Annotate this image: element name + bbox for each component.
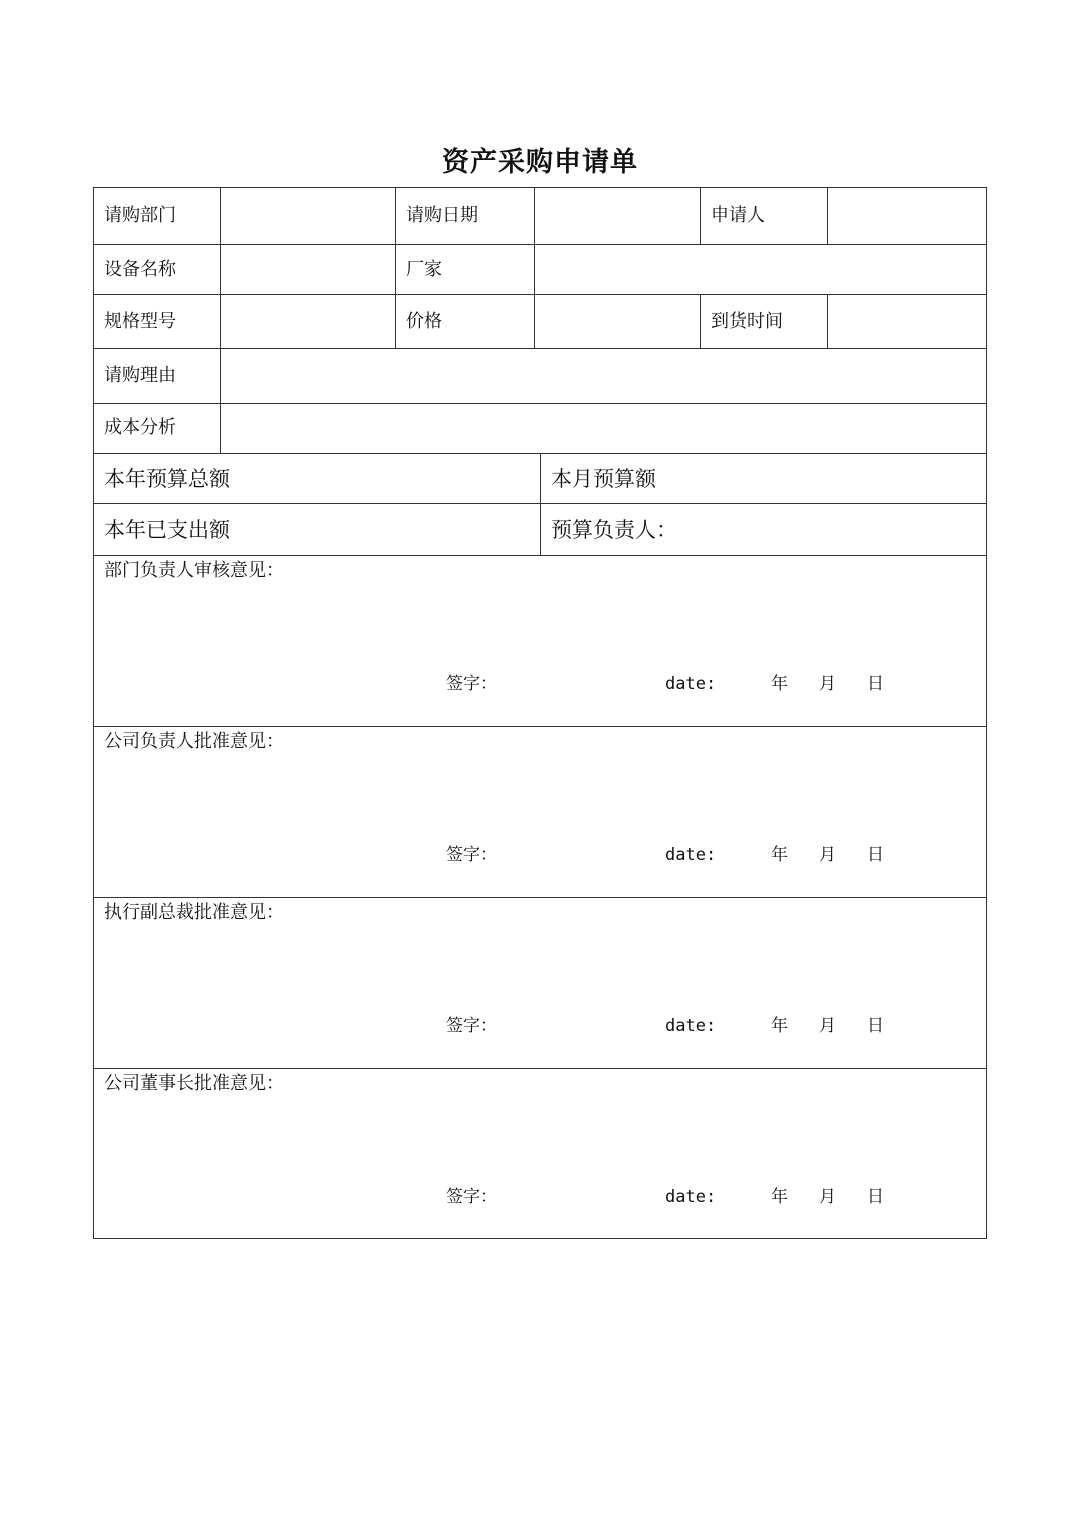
applicant-label: 申请人	[711, 205, 765, 226]
year-label: 年	[771, 1016, 788, 1036]
date-label: date:	[665, 1187, 717, 1207]
dept-field[interactable]	[222, 189, 394, 244]
column-divider	[220, 187, 221, 454]
year-label: 年	[771, 845, 788, 865]
year-label: 年	[771, 674, 788, 694]
vendor-field[interactable]	[536, 246, 985, 293]
vendor-label: 厂家	[406, 259, 442, 280]
request-date-label: 请购日期	[406, 205, 478, 226]
applicant-field[interactable]	[829, 189, 985, 244]
column-divider	[700, 187, 701, 245]
company-head-approval-field[interactable]	[96, 756, 984, 836]
row-divider	[93, 1068, 987, 1069]
cost-analysis-field[interactable]	[222, 405, 985, 452]
arrival-time-field[interactable]	[829, 296, 985, 347]
column-divider	[395, 187, 396, 349]
row-divider	[93, 294, 987, 295]
day-label: 日	[867, 674, 884, 694]
column-divider	[534, 187, 535, 349]
column-divider	[700, 294, 701, 349]
signature-label: 签字：	[446, 1187, 497, 1207]
company-head-approval-label: 公司负责人批准意见：	[104, 731, 284, 752]
annual-budget-total-label: 本年预算总额	[104, 467, 230, 491]
month-label: 月	[819, 1016, 836, 1036]
annual-spent-label: 本年已支出额	[104, 518, 230, 542]
month-label: 月	[819, 674, 836, 694]
column-divider	[827, 294, 828, 349]
reason-field[interactable]	[222, 350, 985, 402]
row-divider	[93, 726, 987, 727]
day-label: 日	[867, 1187, 884, 1207]
date-label: date:	[665, 845, 717, 865]
price-label: 价格	[406, 311, 442, 332]
device-name-label: 设备名称	[104, 259, 176, 280]
arrival-time-label: 到货时间	[711, 311, 783, 332]
column-divider	[540, 453, 541, 556]
row-divider	[93, 244, 987, 245]
budget-owner-label: 预算负责人：	[551, 518, 677, 542]
month-label: 月	[819, 1187, 836, 1207]
price-field[interactable]	[536, 296, 699, 347]
form-title: 资产采购申请单	[442, 147, 638, 178]
dept-head-review-field[interactable]	[96, 585, 984, 665]
chairman-approval-label: 公司董事长批准意见：	[104, 1073, 284, 1094]
row-divider	[93, 348, 987, 349]
dept-label: 请购部门	[104, 205, 176, 226]
date-label: date:	[665, 1016, 717, 1036]
evp-approval-label: 执行副总裁批准意见：	[104, 902, 284, 923]
signature-label: 签字：	[446, 845, 497, 865]
date-label: date:	[665, 674, 717, 694]
evp-approval-field[interactable]	[96, 927, 984, 1007]
column-divider	[827, 187, 828, 245]
chairman-approval-field[interactable]	[96, 1098, 984, 1178]
monthly-budget-label: 本月预算额	[551, 467, 656, 491]
row-divider	[93, 403, 987, 404]
device-name-field[interactable]	[222, 246, 394, 293]
cost-analysis-label: 成本分析	[104, 417, 176, 438]
reason-label: 请购理由	[104, 365, 176, 386]
row-divider	[93, 897, 987, 898]
signature-label: 签字：	[446, 1016, 497, 1036]
model-label: 规格型号	[104, 311, 176, 332]
model-field[interactable]	[222, 296, 394, 347]
day-label: 日	[867, 1016, 884, 1036]
dept-head-review-label: 部门负责人审核意见：	[104, 560, 284, 581]
year-label: 年	[771, 1187, 788, 1207]
month-label: 月	[819, 845, 836, 865]
day-label: 日	[867, 845, 884, 865]
signature-label: 签字：	[446, 674, 497, 694]
request-date-field[interactable]	[536, 189, 699, 244]
